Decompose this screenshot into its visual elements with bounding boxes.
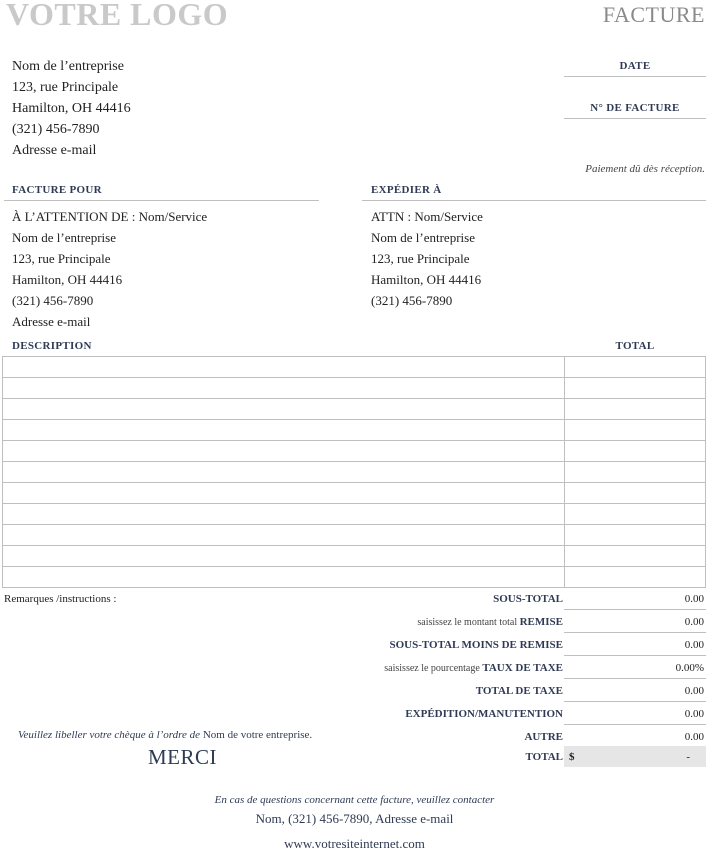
row-description-cell[interactable] bbox=[3, 357, 565, 378]
document-title: FACTURE bbox=[602, 2, 705, 27]
ship-to-company: Nom de l’entreprise bbox=[371, 230, 475, 245]
summary-value[interactable]: 0.00 bbox=[684, 685, 704, 697]
row-description-cell[interactable] bbox=[3, 546, 565, 567]
summary-label bbox=[476, 685, 563, 697]
summary-value[interactable]: 0.00% bbox=[675, 662, 704, 674]
company-logo: VOTRE LOGO bbox=[6, 0, 229, 32]
ship-to-attention: ATTN : Nom/Service bbox=[371, 209, 483, 224]
cheque-instruction bbox=[18, 729, 312, 741]
row-total-cell[interactable] bbox=[565, 483, 706, 504]
summary-value[interactable]: 0.00 bbox=[684, 708, 704, 720]
bill-to-phone: (321) 456-7890 bbox=[12, 293, 94, 308]
total-column-header: TOTAL bbox=[615, 340, 655, 352]
row-description-cell[interactable] bbox=[3, 567, 565, 588]
ship-to-divider bbox=[362, 200, 706, 201]
ship-to-city: Hamilton, OH 44416 bbox=[371, 272, 482, 287]
grand-total-value: - bbox=[686, 751, 690, 763]
row-total-cell[interactable] bbox=[565, 357, 706, 378]
row-total-cell[interactable] bbox=[565, 441, 706, 462]
description-column-header: DESCRIPTION bbox=[12, 340, 92, 352]
invoice-number-label: N° DE FACTURE bbox=[590, 102, 680, 114]
summary-divider bbox=[564, 724, 706, 725]
summary-label-text: REMISE bbox=[519, 616, 563, 628]
row-total-cell[interactable] bbox=[565, 546, 706, 567]
summary-label-text: SOUS-TOTAL bbox=[493, 593, 563, 605]
row-description-cell[interactable] bbox=[3, 525, 565, 546]
ship-to-label: EXPÉDIER À bbox=[371, 184, 442, 196]
summary-value[interactable]: 0.00 bbox=[684, 639, 704, 651]
summary-label-text: TAUX DE TAXE bbox=[482, 662, 563, 674]
table-row bbox=[3, 420, 706, 441]
table-row bbox=[3, 525, 706, 546]
remarks-label: Remarques /instructions : bbox=[4, 593, 117, 605]
company-street: 123, rue Principale bbox=[12, 80, 119, 95]
bill-to-divider bbox=[4, 200, 319, 201]
summary-value[interactable]: 0.00 bbox=[684, 593, 704, 605]
ship-to-street: 123, rue Principale bbox=[371, 251, 470, 266]
summary-label-text: EXPÉDITION/MANUTENTION bbox=[405, 708, 563, 720]
company-email: Adresse e-mail bbox=[12, 143, 97, 158]
summary-divider bbox=[564, 609, 706, 610]
footer-contact: Nom, (321) 456-7890, Adresse e-mail bbox=[255, 811, 454, 826]
row-description-cell[interactable] bbox=[3, 483, 565, 504]
cheque-payee: Nom de votre entreprise. bbox=[202, 729, 313, 741]
bill-to-company: Nom de l’entreprise bbox=[12, 230, 116, 245]
date-label: DATE bbox=[619, 60, 651, 72]
summary-hint: saisissez le pourcentage bbox=[384, 663, 483, 674]
bill-to-email: Adresse e-mail bbox=[12, 314, 91, 329]
line-items-table bbox=[2, 356, 706, 588]
summary-label-text: TOTAL DE TAXE bbox=[475, 685, 563, 697]
bill-to-city: Hamilton, OH 44416 bbox=[12, 272, 123, 287]
summary-divider bbox=[564, 678, 706, 679]
thank-you: MERCI bbox=[148, 745, 218, 769]
company-name: Nom de l’entreprise bbox=[12, 59, 124, 74]
row-description-cell[interactable] bbox=[3, 504, 565, 525]
summary-label-text: SOUS-TOTAL MOINS DE REMISE bbox=[389, 639, 563, 651]
row-total-cell[interactable] bbox=[565, 504, 706, 525]
summary-hint: saisissez le montant total bbox=[417, 617, 520, 628]
cheque-prefix: Veuillez libeller votre chèque à l’ordre de bbox=[18, 729, 203, 741]
date-field[interactable] bbox=[564, 76, 706, 77]
summary-divider bbox=[564, 701, 706, 702]
grand-total-label: TOTAL bbox=[525, 751, 563, 763]
grand-total-currency: $ bbox=[569, 751, 575, 763]
summary-label bbox=[417, 616, 563, 628]
table-row bbox=[3, 546, 706, 567]
summary-label bbox=[524, 731, 563, 743]
row-total-cell[interactable] bbox=[565, 567, 706, 588]
row-description-cell[interactable] bbox=[3, 441, 565, 462]
table-row bbox=[3, 441, 706, 462]
summary-divider bbox=[564, 655, 706, 656]
summary-label bbox=[390, 639, 564, 651]
footer-question: En cas de questions concernant cette facture, veuillez contacter bbox=[214, 794, 495, 806]
table-row bbox=[3, 483, 706, 504]
table-row bbox=[3, 357, 706, 378]
summary-label bbox=[493, 593, 563, 605]
payment-note: Paiement dû dès réception. bbox=[585, 163, 705, 175]
table-row bbox=[3, 567, 706, 588]
invoice-number-field[interactable] bbox=[564, 118, 706, 119]
ship-to-phone: (321) 456-7890 bbox=[371, 293, 453, 308]
row-total-cell[interactable] bbox=[565, 462, 706, 483]
table-row bbox=[3, 399, 706, 420]
bill-to-attention: À L’ATTENTION DE : Nom/Service bbox=[12, 209, 208, 224]
row-description-cell[interactable] bbox=[3, 462, 565, 483]
table-row bbox=[3, 462, 706, 483]
table-row bbox=[3, 504, 706, 525]
row-description-cell[interactable] bbox=[3, 378, 565, 399]
row-total-cell[interactable] bbox=[565, 420, 706, 441]
company-phone: (321) 456-7890 bbox=[12, 122, 100, 137]
summary-label bbox=[384, 662, 563, 674]
table-row bbox=[3, 378, 706, 399]
row-total-cell[interactable] bbox=[565, 525, 706, 546]
footer-website: www.votresiteinternet.com bbox=[284, 836, 425, 851]
summary-label bbox=[405, 708, 563, 720]
bill-to-street: 123, rue Principale bbox=[12, 251, 111, 266]
bill-to-label: FACTURE POUR bbox=[12, 184, 102, 196]
row-description-cell[interactable] bbox=[3, 399, 565, 420]
summary-value[interactable]: 0.00 bbox=[684, 731, 704, 743]
summary-divider bbox=[564, 632, 706, 633]
summary-value[interactable]: 0.00 bbox=[684, 616, 704, 628]
row-total-cell[interactable] bbox=[565, 399, 706, 420]
row-total-cell[interactable] bbox=[565, 378, 706, 399]
row-description-cell[interactable] bbox=[3, 420, 565, 441]
summary-label-text: AUTRE bbox=[524, 731, 563, 743]
company-city: Hamilton, OH 44416 bbox=[12, 101, 131, 116]
